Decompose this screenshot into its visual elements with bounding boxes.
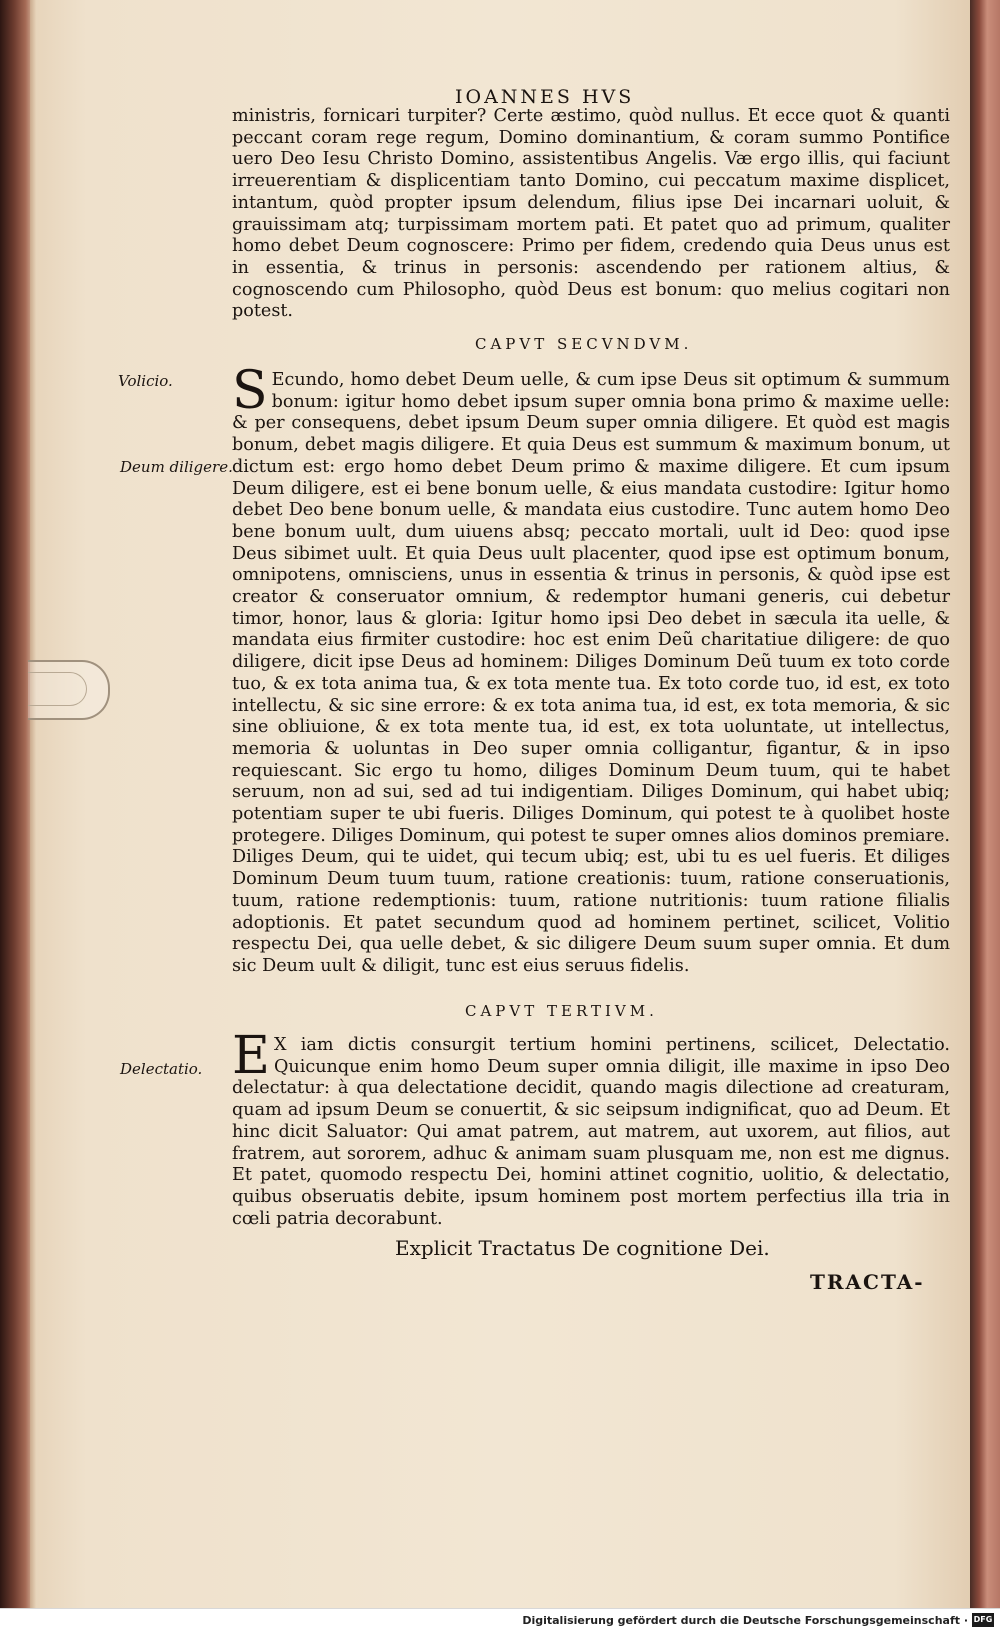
- footer-credit: Digitalisierung gefördert durch die Deutsche Forschungsgemeinschaft ·: [522, 1614, 968, 1627]
- book-spine-left: [0, 0, 34, 1632]
- margin-note-volicio: Volicio.: [118, 372, 173, 390]
- chapter-2-text: SEcundo, homo debet Deum uelle, & cum ipse Deus sit optimum & summum bonum: igitur homo debet ipsum super omnia bona primo & maxime uelle: & per consequens, debet ipsum Deum super omnia diligere. Et quòd est magis bonum, debet magis diligere. Et quia Deus est summum & maximum bonum, ut dictum est: ergo homo debet Deum primo & maxime diligere. Et cum ipsum Deum diligere, est ei bene bonum uelle, & eius mandata custodire: Igitur homo debet Deo bene bonum uelle, & mandata eius custodire. Tunc autem homo Deo bene bonum uult, dum uiuens absq; peccato mortali, uult id Deo: quod ipse Deus sibimet uult. Et quia Deus uult placenter, quod ipse est optimum bonum, omnipotens, omnisciens, unus in essentia & trinus in personis, & quòd ipse est creator & conseruator omnium, & redemptor humani generis, cui debetur timor, honor, laus & gloria: Igitur homo ipsi Deo debet in sæcula ita uelle, & mandata eius firmiter custodire: hoc est enim Deũ charitatiue diligere: de quo diligere, dicit ipse Deus ad hominem: Diliges Dominum Deũ tuum ex toto corde tuo, & ex tota anima tua, & ex tota mente tua. Ex toto corde tuo, id est, ex toto intellectu, & sic sine errore: & ex tota anima tua, id est, ex tota memoria, & sic sine obliuione, & ex tota mente tua, id est, ex tota uoluntate, ut intellectus, memoria & uoluntas in Deo super omnia colligantur, figantur, & in ipso requiescant. Sic ergo tu homo, diliges Dominum Deum tuum, qui te habet seruum, non ad sui, sed ad tui indigentiam. Diliges Dominum, qui habet ubiq; potentiam super te ubi fueris. Diliges Dominum, qui potest te à quolibet hoste protegere. Diliges Dominum, qui potest te super omnes alios dominos premiare. Diliges Deum, qui te uidet, qui tecum ubiq; est, ubi tu es uel fueris. Et diliges Dominum Deum tuum tuum, ratione creationis: tuum, ratione conseruationis, tuum, ratione redemptionis: tuum, ratione nutritionis: tuum ratione filialis adoptionis. Et patet secundum quod ad hominem pertinet, scilicet, Volitio respectu Dei, qua uelle debet, & sic diligere Deum suum super omnia. Et dum sic Deum uult & diligit, tunc est eius seruus fidelis.: [232, 361, 950, 976]
- book-edge-right: [968, 0, 1000, 1632]
- margin-note-delectatio: Delectatio.: [120, 1060, 203, 1078]
- page-clip-marker: [28, 660, 110, 720]
- page-clip-inner: [28, 672, 87, 706]
- explicit-line: Explicit Tractatus De cognitione Dei.: [395, 1236, 770, 1260]
- page-gutter-shadow: [30, 0, 36, 1608]
- margin-note-deum-diligere: Deum diligere.: [120, 458, 233, 476]
- dfg-logo: DFG: [972, 1613, 994, 1627]
- running-head: IOANNES HVS: [455, 86, 635, 108]
- paragraph-continuation: ministris, fornicari turpiter? Certe æstimo, quòd nullus. Et ecce quot & quanti peccant coram rege regum, Domino dominantium, & coram summo Pontifice uero Deo Iesu Christo Domino, assistentibus Angelis. Væ ergo illis, qui faciunt irreuerentiam & displicentiam tanto Domino, cui peccatum maxime displicet, intantum, quòd propter ipsum delendum, filius ipse Dei incarnari uoluit, & grauissimam atq; turpissimam mortem pati. Et patet quo ad primum, qualiter homo debet Deum cognoscere: Primo per fidem, credendo quia Deus unus est in essentia, & trinus in personis: ascendendo per rationem altius, & cognoscendo cum Philosopho, quòd Deus est bonum: quo melius cogitari non potest.: [232, 106, 950, 322]
- chapter-3-text: EX iam dictis consurgit tertium homini pertinens, scilicet, Delectatio. Quicunque enim homo Deum super omnia diligit, ille maxime in ipso Deo delectatur: à qua delectatione decidit, quando magis dilectione ad creaturam, quam ad ipsum Deum se conuertit, & sic seipsum indignificat, quo ad Deum. Et hinc dicit Saluator: Qui amat patrem, aut matrem, aut uxorem, aut filios, aut fratrem, aut sororem, adhuc & animam suam plusquam me, non est me dignus. Et patet, quomodo respectu Dei, homini attinet cognitio, uolitio, & delectatio, quibus obseruatis debite, ipsum hominem post mortem perfectius illa tria in cœli patria decorabunt.: [232, 1026, 950, 1229]
- chapter-2-heading: CAPVT SECVNDVM.: [475, 335, 693, 353]
- chapter-3-heading: CAPVT TERTIVM.: [465, 1002, 658, 1020]
- footer-bar: [0, 1608, 1000, 1633]
- catchword: TRACTA-: [810, 1270, 925, 1294]
